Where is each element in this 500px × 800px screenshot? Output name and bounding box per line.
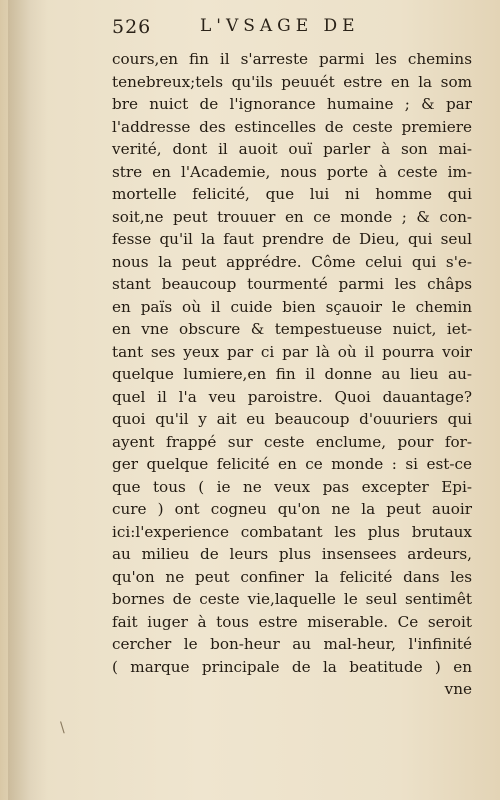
text-line: fesse qu'il la faut prendre de Dieu, qui seul <box>112 230 472 248</box>
text-line: ayent frappé sur ceste enclume, pour for- <box>112 432 472 451</box>
page-header <box>112 14 472 44</box>
body-text <box>112 48 472 701</box>
text-line: au milieu de leurs plus insensees ardeurs, <box>112 545 472 563</box>
page-number: 526 <box>112 16 152 38</box>
text-line: tenebreux;tels qu'ils peuuét estre en la som <box>112 72 472 91</box>
text-line: cours,en fin il s'arreste parmi les chemins <box>112 50 472 68</box>
text-line: stant beaucoup tourmenté parmi les châps <box>112 275 472 293</box>
text-line: cercher le bon-heur au mal-heur, l'infinité <box>112 635 472 653</box>
running-head: L'VSAGE DE <box>200 16 360 36</box>
text-line: ger quelque felicité en ce monde : si est-ce <box>112 455 472 473</box>
text-line: que tous ( ie ne veux pas excepter Epi- <box>112 477 472 496</box>
text-line: verité, dont il auoit ouï parler à son mai- <box>112 140 472 158</box>
text-line: nous la peut apprédre. Côme celui qui s'e- <box>112 252 472 271</box>
text-line: fait iuger à tous estre miserable. Ce seroit <box>112 612 472 631</box>
gutter-shadow <box>8 0 48 800</box>
text-line: quelque lumiere,en fin il donne au lieu au- <box>112 365 472 383</box>
text-line: ( marque principale de la beatitude ) en <box>112 657 472 676</box>
text-line: soit,ne peut trouuer en ce monde ; & con- <box>112 207 472 226</box>
text-line: l'addresse des estincelles de ceste premiere <box>112 117 472 136</box>
text-line: quoi qu'il y ait eu beaucoup d'ouuriers qui <box>112 410 472 428</box>
text-line: en païs où il cuide bien sçauoir le chemin <box>112 297 472 316</box>
text-line: stre en l'Academie, nous porte à ceste im- <box>112 162 472 181</box>
text-line: quel il l'a veu paroistre. Quoi dauantage? <box>112 387 472 406</box>
text-line: tant ses yeux par ci par là où il pourra voir <box>112 342 472 361</box>
catchword: vne <box>444 680 472 698</box>
text-line: qu'on ne peut confiner la felicité dans les <box>112 567 472 586</box>
text-line: bre nuict de l'ignorance humaine ; & par <box>112 95 472 113</box>
text-line: bornes de ceste vie,laquelle le seul sentimêt <box>112 590 472 608</box>
pencil-mark-icon: \ <box>60 720 65 736</box>
text-line: ici:l'experience combatant les plus brutaux <box>112 522 472 541</box>
text-line: cure ) ont cogneu qu'on ne la peut auoir <box>112 500 472 518</box>
text-line: en vne obscure & tempestueuse nuict, iet- <box>112 320 472 338</box>
text-line: mortelle felicité, que lui ni homme qui <box>112 185 472 203</box>
